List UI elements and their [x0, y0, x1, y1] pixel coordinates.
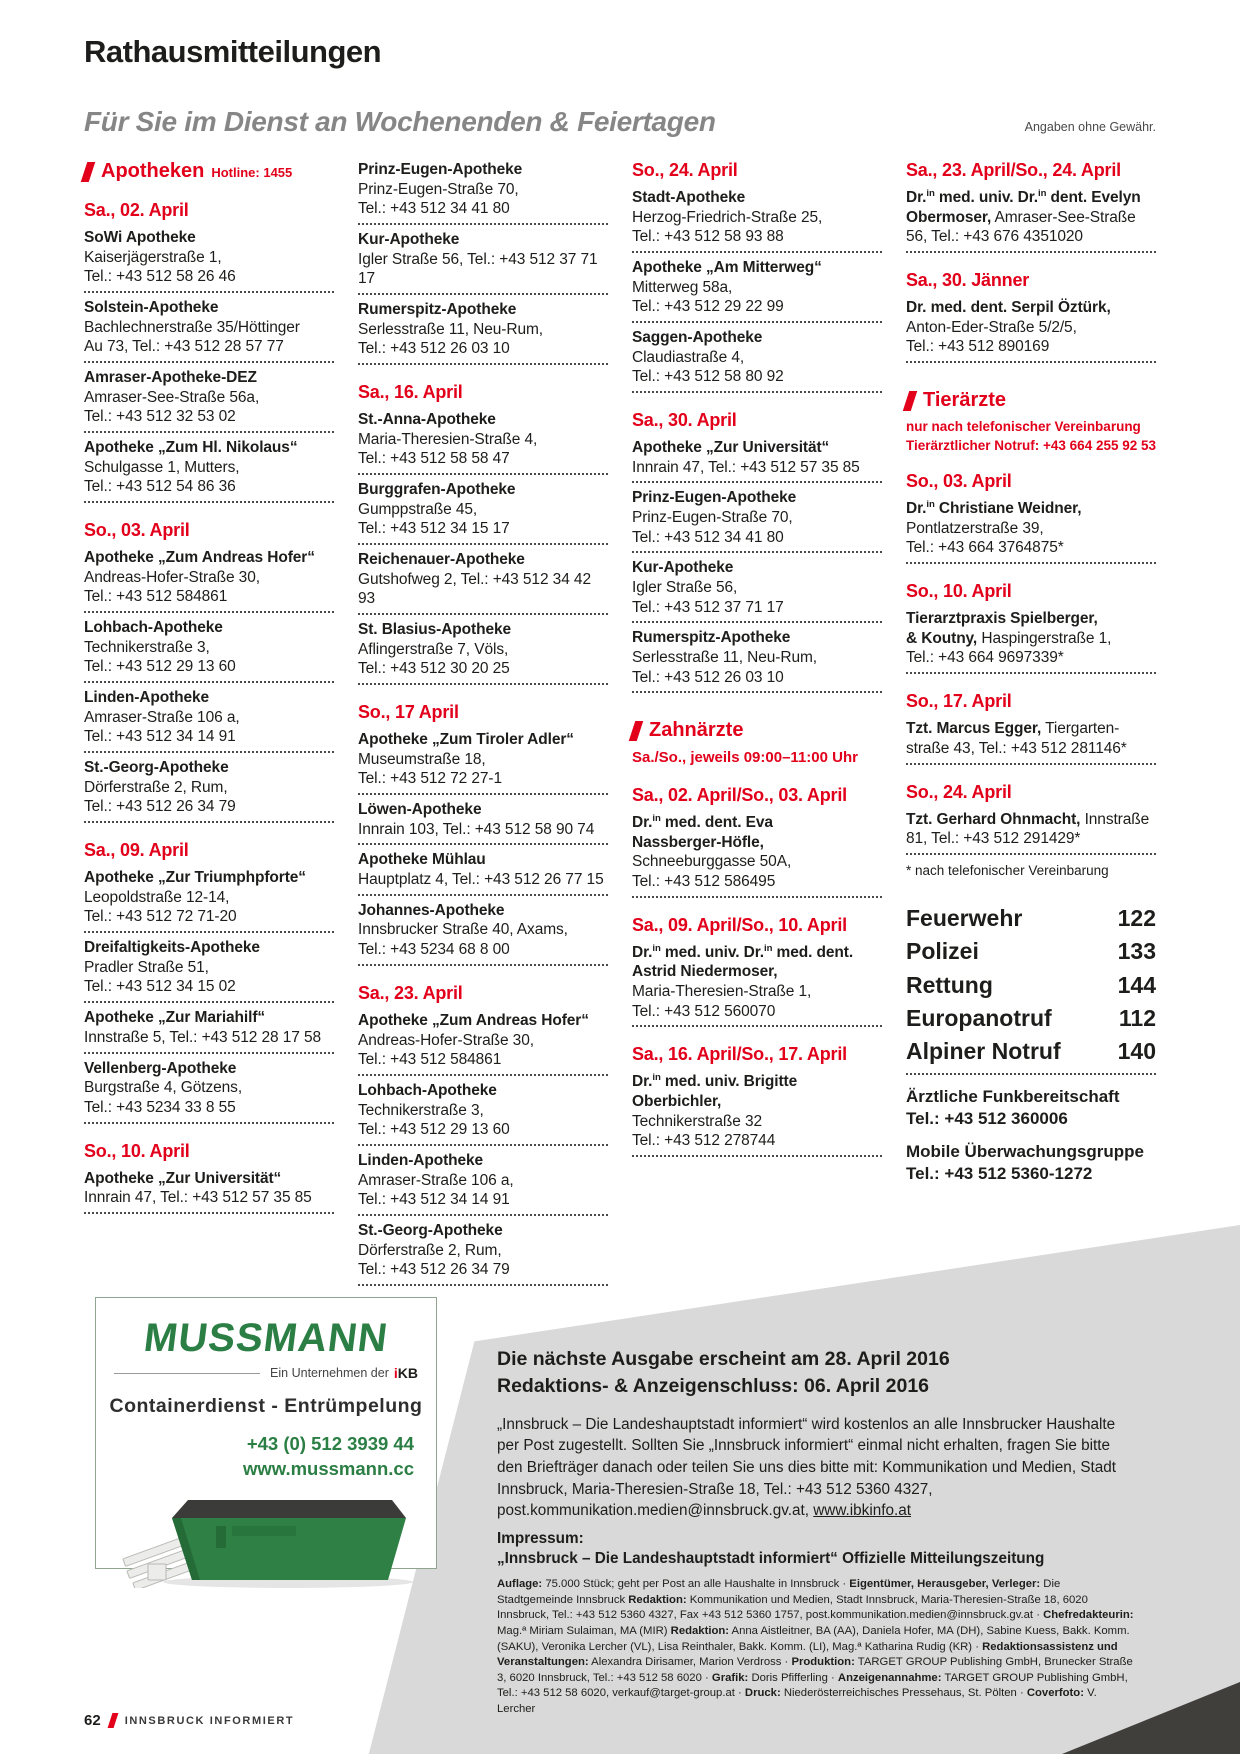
- directory-entry: Amraser-Apotheke-DEZ Amraser-See-Straße 56a, Tel.: +43 512 32 53 02: [84, 369, 260, 426]
- dotted-divider: [84, 931, 334, 933]
- entry-name: Dr.$^{in}$ Christiane Weidner,: [906, 498, 1082, 518]
- directory-entry: Löwen-Apotheke Innrain 103, Tel.: +43 512 58 90 74: [358, 801, 595, 838]
- date-heading: So., 03. April: [84, 520, 190, 541]
- entry-name: Linden-Apotheke: [358, 1151, 484, 1169]
- entry-name: Solstein-Apotheke: [84, 299, 219, 317]
- directory-entry: Tierarztpraxis Spielberger, & Koutny, Haspingerstraße 1, Tel.: +43 664 9697339*: [906, 610, 1112, 667]
- emergency-number: 112: [1118, 1004, 1156, 1031]
- directory-entry: Apotheke „Zur Universität“ Innrain 47, Tel.: +43 512 57 35 85: [84, 1169, 312, 1207]
- directory-entry: Apotheke „Zur Triumphpforte“ Leopoldstraße 12-14, Tel.: +43 512 72 71-20: [84, 869, 306, 926]
- directory-entry: Rumerspitz-Apotheke Serlesstraße 11, Neu-Rum, Tel.: +43 512 26 03 10: [632, 629, 817, 686]
- entry-name: Dr. med. dent. Serpil Öztürk,: [906, 299, 1111, 317]
- entry-name: Apotheke „Zum Andreas Hofer“: [358, 1011, 589, 1029]
- ibkinfo-link[interactable]: www.ibkinfo.at: [813, 1502, 912, 1520]
- directory-entry: Vellenberg-Apotheke Burgstraße 4, Götzens, Tel.: +43 5234 33 8 55: [84, 1059, 243, 1116]
- dotted-divider: [84, 681, 334, 683]
- section-header: [632, 719, 882, 742]
- dotted-divider: [84, 501, 334, 503]
- dotted-divider: [84, 821, 334, 823]
- dotted-divider: [358, 843, 608, 845]
- section-note: nur nach telefonischer Vereinbarung: [906, 419, 1141, 435]
- section-note: Tierärztlicher Notruf: +43 664 255 92 53: [906, 437, 1157, 453]
- dotted-divider: [632, 691, 882, 693]
- emergency-label: Rettung: [906, 971, 993, 998]
- dotted-divider: [84, 361, 334, 363]
- entry-name: SoWi Apotheke: [84, 229, 196, 246]
- red-slash-icon: [629, 721, 643, 741]
- entry-name: St.-Georg-Apotheke: [84, 759, 229, 777]
- entry-name: Prinz-Eugen-Apotheke: [358, 161, 523, 178]
- emergency-label: Europanotruf: [906, 1004, 1052, 1031]
- dotted-divider: [906, 251, 1156, 253]
- dotted-divider: [358, 473, 608, 475]
- entry-name: Rumerspitz-Apotheke: [358, 301, 517, 319]
- section-title: Zahnärzte: [649, 719, 744, 742]
- date-heading: So., 10. April: [84, 1140, 190, 1161]
- disclaimer-note: Angaben ohne Gewähr.: [1024, 120, 1156, 134]
- dotted-divider: [358, 894, 608, 896]
- next-issue-line1: Die nächste Ausgabe erscheint am 28. April 2016: [497, 1348, 950, 1370]
- date-heading: Sa., 16. April: [358, 382, 463, 403]
- directory-entry: Dr. med. dent. Serpil Öztürk, Anton-Eder-Straße 5/2/5, Tel.: +43 512 890169: [906, 299, 1111, 356]
- page-header: [84, 34, 1156, 138]
- date-heading: Sa., 16. April/So., 17. April: [632, 1044, 847, 1065]
- dotted-divider: [906, 853, 1156, 855]
- emergency-number: 122: [1117, 904, 1156, 931]
- entry-name: Dr.$^{in}$ med. univ. Dr.$^{in}$ med. dent. Astrid Niedermoser,: [632, 942, 854, 981]
- directory-entry: Tzt. Marcus Egger, Tiergarten- straße 43, Tel.: +43 512 281146*: [906, 720, 1127, 757]
- entry-name: Burggrafen-Apotheke: [358, 481, 516, 499]
- directory-entry: Stadt-Apotheke Herzog-Friedrich-Straße 25, Tel.: +43 512 58 93 88: [632, 189, 823, 246]
- column: [84, 160, 334, 1291]
- directory-entry: Saggen-Apotheke Claudiastraße 4, Tel.: +43 512 58 80 92: [632, 329, 784, 386]
- directory-entry: Tzt. Gerhard Ohnmacht, Innstraße 81, Tel.: +43 512 291429*: [906, 810, 1150, 848]
- entry-name: Löwen-Apotheke: [358, 801, 482, 819]
- entry-name: Linden-Apotheke: [84, 689, 210, 707]
- entry-name: Dr.$^{in}$ med. univ. Brigitte Oberbichler,: [632, 1072, 798, 1110]
- dotted-divider: [358, 223, 608, 225]
- directory-entry: Dr.$^{in}$ Christiane Weidner, Pontlatzerstraße 39, Tel.: +43 664 3764875*: [906, 498, 1082, 557]
- emergency-label: Alpiner Notruf: [906, 1038, 1061, 1065]
- footnote: * nach telefonischer Vereinbarung: [906, 862, 1109, 878]
- entry-name: Apotheke „Zum Tiroler Adler“: [358, 731, 574, 749]
- date-heading: Sa., 09. April: [84, 840, 189, 861]
- directory-entry: Dr.$^{in}$ med. dent. Eva Nassberger-Höfle, Schneeburggasse 50A, Tel.: +43 512 586495: [632, 812, 792, 890]
- date-heading: So., 24. April: [632, 160, 738, 180]
- entry-name: Rumerspitz-Apotheke: [632, 629, 791, 647]
- emergency-label: Polizei: [906, 938, 979, 965]
- directory-entry: Apotheke „Zum Andreas Hofer“ Andreas-Hofer-Straße 30, Tel.: +43 512 584861: [358, 1011, 589, 1069]
- impressum-label: Impressum:: [497, 1530, 584, 1548]
- directory-entry: Apotheke „Zum Tiroler Adler“ Museumstraße 18, Tel.: +43 512 72 27-1: [358, 731, 574, 788]
- entry-name: Apotheke „Zum Andreas Hofer“: [84, 549, 315, 567]
- mussmann-ad: [95, 1297, 437, 1569]
- dotted-divider: [358, 1144, 608, 1146]
- emergency-number: 144: [1117, 971, 1156, 998]
- page-subtitle: Für Sie im Dienst an Wochenenden & Feiertagen: [84, 106, 716, 137]
- entry-name: Dreifaltigkeits-Apotheke: [84, 939, 260, 957]
- directory-entry: Prinz-Eugen-Apotheke Prinz-Eugen-Straße 70, Tel.: +43 512 34 41 80: [358, 161, 523, 218]
- date-heading: So., 24. April: [906, 781, 1012, 802]
- next-issue-line2: Redaktions- & Anzeigenschluss: 06. April 2016: [497, 1375, 930, 1398]
- dotted-divider: [632, 621, 882, 623]
- emergency-numbers: [906, 902, 1156, 1069]
- dotted-divider: [632, 1155, 882, 1157]
- red-slash-icon: [81, 162, 95, 182]
- directory-entry: Dr.$^{in}$ med. univ. Dr.$^{in}$ med. dent. Astrid Niedermoser, Maria-Theresien-Straße 1, Tel.: +43 512 560070: [632, 942, 854, 1020]
- directory-entry: Rumerspitz-Apotheke Serlesstraße 11, Neu-Rum, Tel.: +43 512 26 03 10: [358, 301, 543, 358]
- entry-name: Apotheke „Zur Universität“: [84, 1169, 282, 1187]
- entry-name: Dr.$^{in}$ med. univ. Dr.$^{in}$ dent. Evelyn Obermoser,: [906, 187, 1141, 226]
- emergency-row: [906, 1002, 1156, 1035]
- ad-phone: +43 (0) 512 3939 44: [246, 1433, 414, 1454]
- distribution-paragraph: „Innsbruck – Die Landeshauptstadt informiert“ wird kostenlos an alle Innsbrucker Haushalte per Post zugestellt. Sollten Sie „Innsbruck informiert“ einmal nicht erhalten, fragen Sie bitte den Briefträger danach oder teilen Sie uns dies bitte mit: Kommunikation und Medien, Stadt Innsbruck, Maria-Theresien-Straße 18, Tel.: +43 512 5360 4327, post.kommunikation.medien@innsbruck.gv.at, www.ibkinfo.at: [497, 1415, 1117, 1520]
- entry-name: Vellenberg-Apotheke: [84, 1059, 237, 1077]
- directory-entry: Dreifaltigkeits-Apotheke Pradler Straße 51, Tel.: +43 512 34 15 02: [84, 939, 260, 996]
- date-heading: Sa., 02. April/So., 03. April: [632, 784, 847, 805]
- listings-columns: [84, 160, 1156, 1291]
- entry-name: Apotheke „Zur Mariahilf“: [84, 1009, 266, 1027]
- ad-website-link[interactable]: www.mussmann.cc: [242, 1457, 414, 1479]
- entry-name: Amraser-Apotheke-DEZ: [84, 369, 257, 387]
- dotted-divider: [358, 683, 608, 685]
- section-header: [84, 160, 334, 183]
- dotted-divider: [632, 321, 882, 323]
- column: [906, 160, 1156, 1291]
- date-heading: Sa., 23. April: [358, 982, 463, 1003]
- directory-entry: Linden-Apotheke Amraser-Straße 106 a, Tel.: +43 512 34 14 91: [358, 1151, 514, 1209]
- date-heading: So., 17 April: [358, 702, 459, 723]
- bold-info-block: Mobile Überwachungsgruppe Tel.: +43 512 5360-1272: [906, 1141, 1145, 1183]
- tagline-rule: [114, 1373, 260, 1374]
- directory-entry: SoWi Apotheke Kaiserjägerstraße 1, Tel.: +43 512 58 26 46: [84, 229, 236, 286]
- emergency-row: [906, 902, 1156, 935]
- directory-entry: Burggrafen-Apotheke Gumppstraße 45, Tel.: +43 512 34 15 17: [358, 481, 516, 538]
- directory-entry: St.-Georg-Apotheke Dörferstraße 2, Rum, Tel.: +43 512 26 34 79: [84, 759, 236, 816]
- dotted-divider: [84, 1212, 334, 1214]
- dotted-divider: [84, 611, 334, 613]
- dotted-divider: [358, 363, 608, 365]
- bold-info-block: Ärztliche Funkbereitschaft Tel.: +43 512 360006: [906, 1086, 1120, 1128]
- section-title: Tierärzte: [923, 389, 1007, 412]
- entry-name: Kur-Apotheke: [632, 559, 734, 577]
- date-heading: So., 03. April: [906, 471, 1012, 492]
- emergency-row: [906, 1035, 1156, 1068]
- ad-contact: [108, 1432, 414, 1482]
- directory-entry: St.-Georg-Apotheke Dörferstraße 2, Rum, Tel.: +43 512 26 34 79: [358, 1221, 510, 1279]
- dotted-divider: [632, 481, 882, 483]
- dotted-divider: [632, 1025, 882, 1027]
- dotted-divider: [906, 562, 1156, 564]
- entry-name: Stadt-Apotheke: [632, 189, 746, 206]
- column: [358, 160, 608, 1291]
- next-issue-block: [497, 1346, 1137, 1717]
- entry-name: St.-Georg-Apotheke: [358, 1221, 503, 1239]
- entry-name: Saggen-Apotheke: [632, 329, 763, 347]
- directory-entry: Apotheke „Zum Hl. Nikolaus“ Schulgasse 1, Mutters, Tel.: +43 512 54 86 36: [84, 439, 298, 496]
- date-heading: Sa., 30. Jänner: [906, 270, 1030, 291]
- entry-name: Dr.$^{in}$ med. dent. Eva Nassberger-Höfle,: [632, 812, 773, 851]
- page-footer: [84, 1712, 294, 1729]
- imprint-text: Auflage: 75.000 Stück; geht per Post an alle Haushalte in Innsbruck · Eigentümer, Herausgeber, Verleger: Die Stadtgemeinde Innsbruck Redaktion: Kommunikation und Medien, Stadt Innsbruck, Maria-Theresien-Straße 18, 6020 Innsbruck, Tel.: +43 512 5360 4327, Fax +43 512 5360 1757, post.kommunikation.medien@innsbruck.gv.at · Chefredakteurin: Mag.ª Miriam Sulaiman, MA (MIR) Redaktion: Anna Aistleitner, BA (AA), Daniela Hofer, MA (DH), Sabine Kuess, Bakk. Komm. (SAKU), Veronika Lercher (VL), Lisa Reinthaler, Bakk. Komm. (LI), Mag.ª Katharina Rudig (KR) · Redaktionsassistenz und Veranstaltungen: Alexandra Dirisamer, Marion Verdross · Produktion: TARGET GROUP Publishing GmbH, Brunecker Straße 3, 6020 Innsbruck, Tel.: +43 512 58 6020 · Grafik: Doris Pfifferling · Anzeigenannahme: TARGET GROUP Publishing GmbH, Tel.: +43 512 58 6020, verkauf@target-group.at · Druck: Niederösterreichisches Pressehaus, St. Pölten · Coverfoto: V. Lercher: [497, 1578, 1134, 1715]
- directory-entry: Apotheke „Zur Mariahilf“ Innstraße 5, Tel.: +43 512 28 17 58: [84, 1009, 322, 1046]
- entry-name: Apotheke Mühlau: [358, 851, 486, 869]
- entry-name: Tzt. Gerhard Ohnmacht,: [906, 810, 1081, 828]
- dotted-divider: [358, 793, 608, 795]
- dotted-divider: [906, 672, 1156, 674]
- dotted-divider: [358, 293, 608, 295]
- tagline-text: Ein Unternehmen der: [270, 1366, 389, 1380]
- entry-name: Prinz-Eugen-Apotheke: [632, 489, 797, 507]
- entry-name: Reichenauer-Apotheke: [358, 551, 525, 569]
- directory-entry: Kur-Apotheke Igler Straße 56, Tel.: +43 512 37 71 17: [358, 231, 598, 288]
- directory-entry: Johannes-Apotheke Innsbrucker Straße 40, Axams, Tel.: +43 5234 68 8 00: [358, 901, 568, 959]
- directory-entry: St.-Anna-Apotheke Maria-Theresien-Straße 4, Tel.: +43 512 58 58 47: [358, 411, 538, 468]
- page-title: Rathausmitteilungen: [84, 34, 382, 69]
- dotted-divider: [358, 964, 608, 966]
- directory-entry: Apotheke „Zur Universität“ Innrain 47, Tel.: +43 512 57 35 85: [632, 439, 860, 476]
- entry-name: Apotheke „Zum Hl. Nikolaus“: [84, 439, 298, 457]
- date-heading: Sa., 09. April/So., 10. April: [632, 914, 847, 935]
- dotted-divider: [84, 1052, 334, 1054]
- dotted-divider: [906, 1073, 1156, 1075]
- mussmann-tagline: [114, 1365, 418, 1381]
- dotted-divider: [84, 291, 334, 293]
- mussmann-logo: MUSSMANN: [141, 1316, 391, 1360]
- red-slash-icon: [903, 391, 917, 411]
- entry-name: St.-Anna-Apotheke: [358, 411, 496, 429]
- date-heading: So., 10. April: [906, 581, 1012, 602]
- dotted-divider: [358, 613, 608, 615]
- dotted-divider: [84, 1001, 334, 1003]
- dotted-divider: [906, 361, 1156, 363]
- dotted-divider: [358, 1214, 608, 1216]
- ikb-logo: iKB: [393, 1365, 418, 1381]
- dotted-divider: [358, 1284, 608, 1286]
- section-header: [906, 389, 1156, 412]
- dotted-divider: [632, 251, 882, 253]
- entry-name: Lohbach-Apotheke: [358, 1081, 497, 1099]
- dotted-divider: [358, 1074, 608, 1076]
- dotted-divider: [84, 431, 334, 433]
- date-heading: Sa., 30. April: [632, 410, 737, 431]
- entry-name: Apotheke „Am Mitterweg“: [632, 259, 822, 277]
- emergency-row: [906, 935, 1156, 968]
- entry-name: Lohbach-Apotheke: [84, 619, 223, 637]
- directory-entry: Kur-Apotheke Igler Straße 56, Tel.: +43 512 37 71 17: [632, 559, 784, 616]
- entry-name: Tierarztpraxis Spielberger, & Koutny,: [906, 610, 1098, 647]
- date-heading: Sa., 23. April/So., 24. April: [906, 160, 1121, 180]
- column: [632, 160, 882, 1291]
- emergency-label: Feuerwehr: [906, 904, 1023, 931]
- directory-entry: Lohbach-Apotheke Technikerstraße 3, Tel.: +43 512 29 13 60: [358, 1081, 510, 1139]
- section-title: Apotheken: [101, 160, 205, 182]
- directory-entry: Linden-Apotheke Amraser-Straße 106 a, Tel.: +43 512 34 14 91: [84, 689, 240, 746]
- entry-name: Kur-Apotheke: [358, 231, 460, 249]
- dotted-divider: [84, 751, 334, 753]
- dotted-divider: [632, 896, 882, 898]
- section-note: Sa./So., jeweils 09:00–11:00 Uhr: [632, 749, 858, 767]
- container-illustration: [108, 1484, 424, 1588]
- footer-brand: INNSBRUCK INFORMIERT: [124, 1714, 295, 1727]
- entry-name: St. Blasius-Apotheke: [358, 621, 512, 639]
- dotted-divider: [358, 543, 608, 545]
- emergency-number: 140: [1117, 1038, 1156, 1065]
- entry-name: Apotheke „Zur Triumphpforte“: [84, 869, 306, 887]
- entry-name: Apotheke „Zur Universität“: [632, 439, 830, 457]
- dotted-divider: [632, 551, 882, 553]
- directory-entry: Apotheke „Zum Andreas Hofer“ Andreas-Hofer-Straße 30, Tel.: +43 512 584861: [84, 549, 315, 606]
- section-suffix: Hotline: 1455: [211, 165, 293, 180]
- red-slash-icon: [107, 1713, 118, 1728]
- ad-service-line: Containerdienst - Entrümpelung: [109, 1395, 423, 1417]
- directory-entry: Solstein-Apotheke Bachlechnerstraße 35/Höttinger Au 73, Tel.: +43 512 28 57 77: [84, 299, 300, 356]
- directory-entry: Dr.$^{in}$ med. univ. Brigitte Oberbichler, Technikerstraße 32 Tel.: +43 512 278744: [632, 1072, 798, 1150]
- entry-name: Tzt. Marcus Egger,: [906, 720, 1042, 738]
- dotted-divider: [84, 1122, 334, 1124]
- directory-entry: St. Blasius-Apotheke Aflingerstraße 7, Völs, Tel.: +43 512 30 20 25: [358, 621, 512, 678]
- directory-entry: Apotheke Mühlau Hauptplatz 4, Tel.: +43 512 26 77 15: [358, 851, 604, 889]
- date-heading: Sa., 02. April: [84, 200, 189, 220]
- directory-entry: Lohbach-Apotheke Technikerstraße 3, Tel.: +43 512 29 13 60: [84, 619, 236, 676]
- page-number: 62: [84, 1712, 101, 1729]
- spacer: [906, 878, 1156, 898]
- directory-entry: Prinz-Eugen-Apotheke Prinz-Eugen-Straße 70, Tel.: +43 512 34 41 80: [632, 489, 797, 546]
- impressum-title: „Innsbruck – Die Landeshauptstadt informiert“ Offizielle Mitteilungszeitung: [497, 1550, 1045, 1568]
- entry-name: Johannes-Apotheke: [358, 901, 505, 919]
- directory-entry: Reichenauer-Apotheke Gutshofweg 2, Tel.: +43 512 34 42 93: [358, 551, 591, 608]
- directory-entry: Dr.$^{in}$ med. univ. Dr.$^{in}$ dent. Evelyn Obermoser, Amraser-See-Straße 56, Tel.: +43 676 4351020: [906, 187, 1141, 246]
- date-heading: So., 17. April: [906, 691, 1012, 712]
- emergency-number: 133: [1117, 938, 1156, 965]
- emergency-row: [906, 969, 1156, 1002]
- dotted-divider: [632, 391, 882, 393]
- directory-entry: Apotheke „Am Mitterweg“ Mitterweg 58a, Tel.: +43 512 29 22 99: [632, 259, 822, 316]
- dotted-divider: [906, 763, 1156, 765]
